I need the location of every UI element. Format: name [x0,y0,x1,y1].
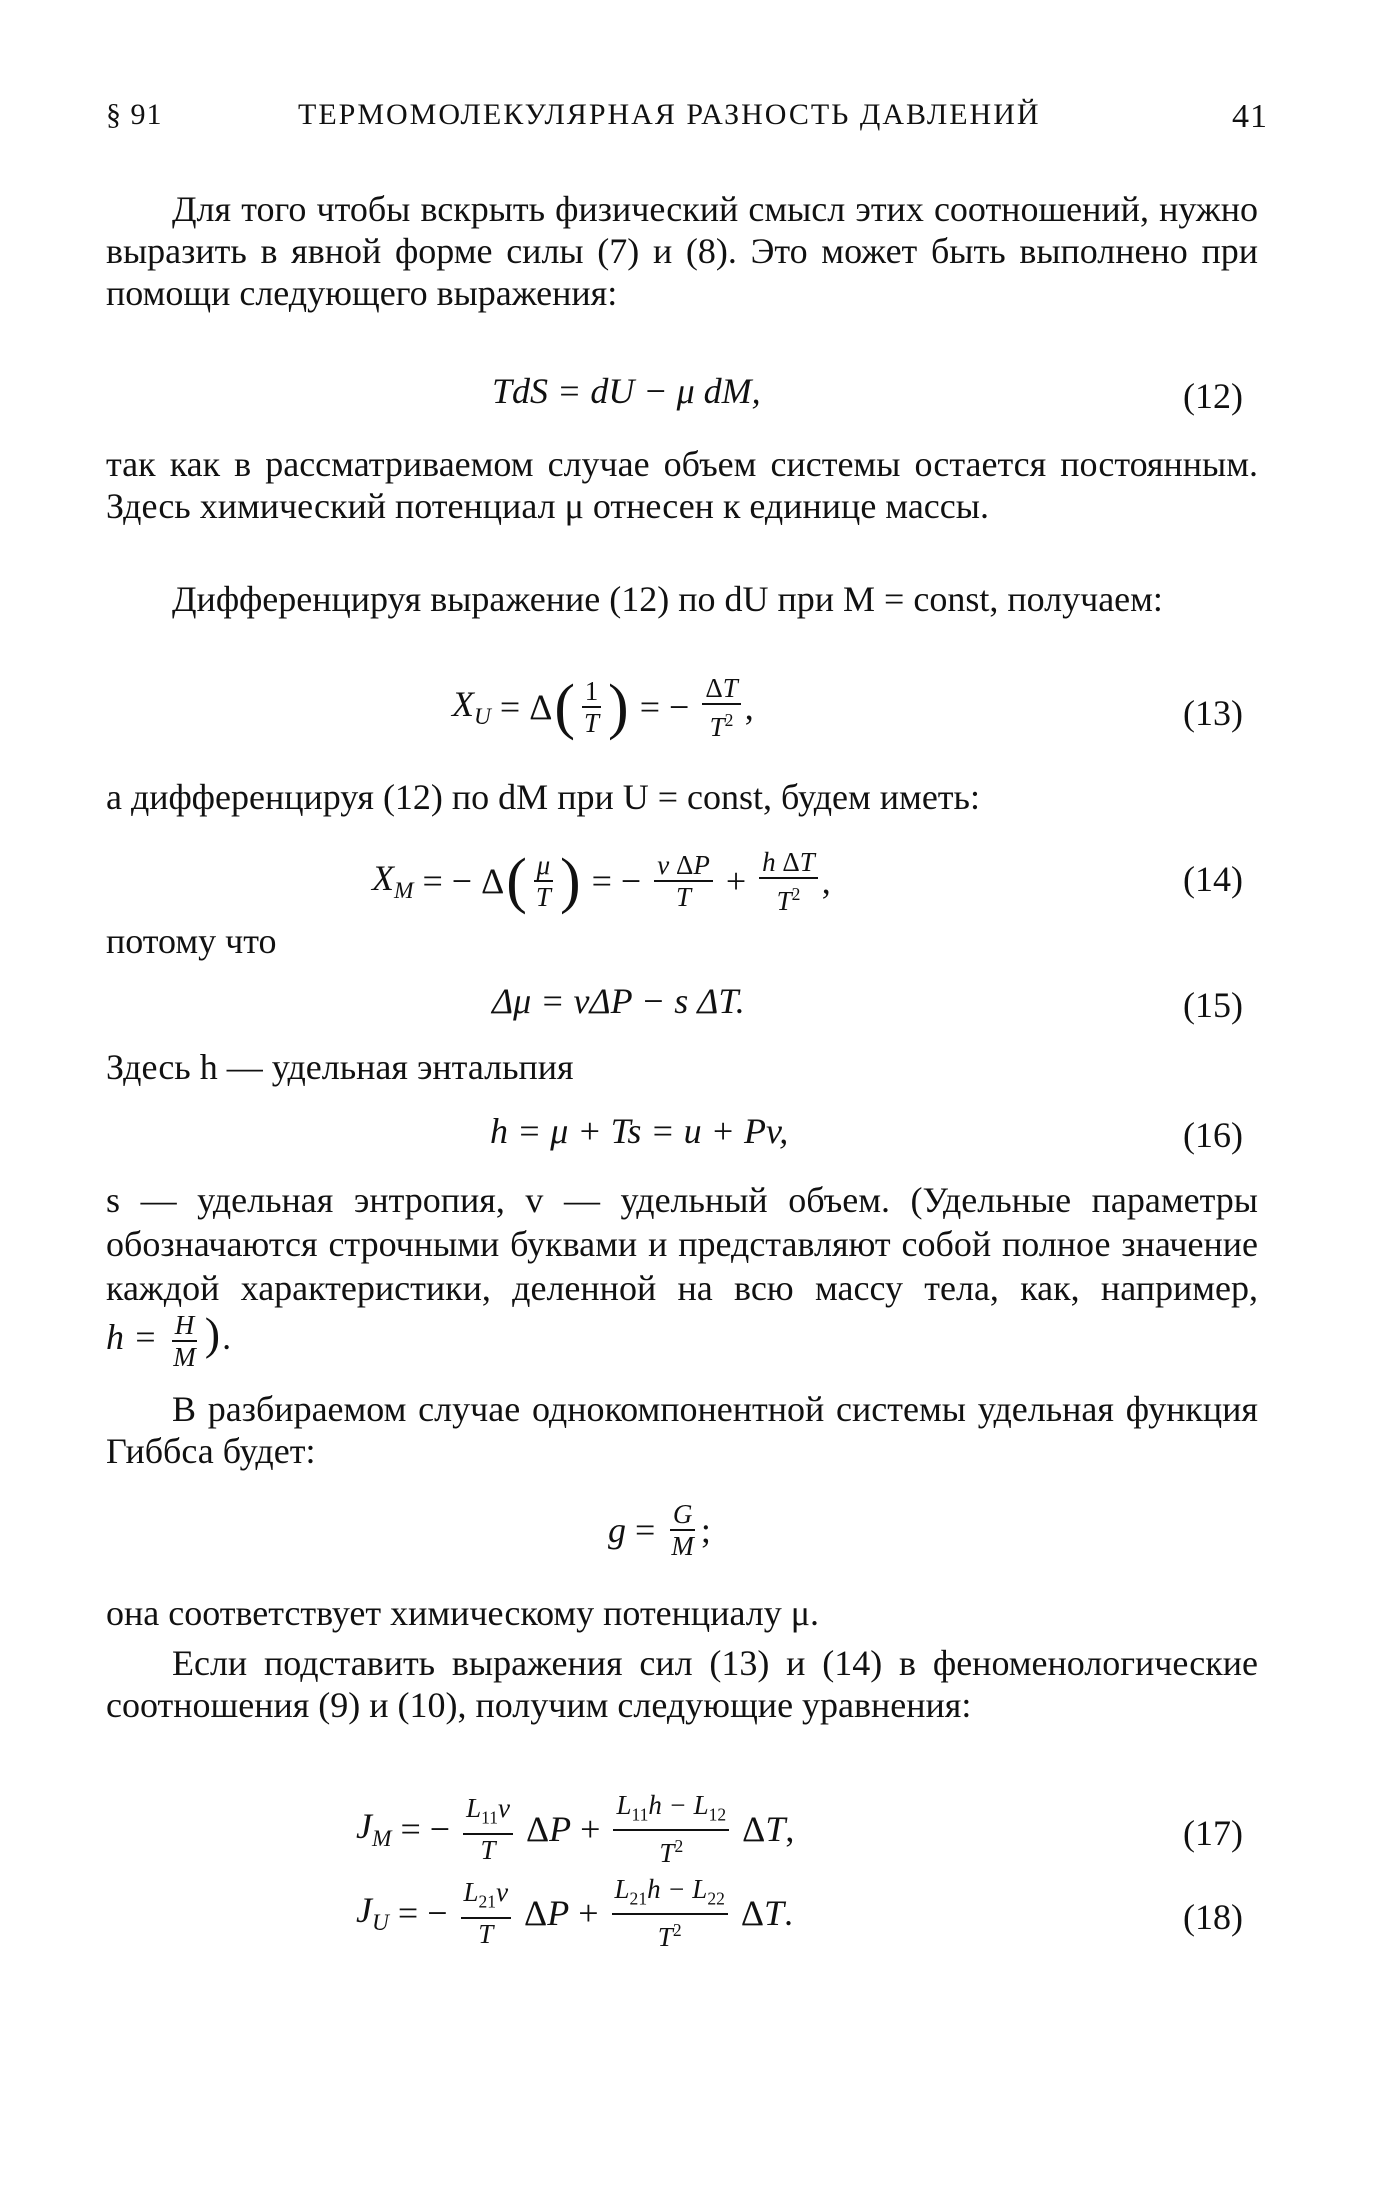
paragraph-10: Если подставить выражения сил (13) и (14) в феноменологические соотношения (9) и (10), получим следующие уравнения: [106,1643,1258,1725]
paragraph-1: Для того чтобы вскрыть физический смысл этих соотношений, нужно выразить в явной форме силы (7) и (8). Это может быть выполнено при помощи следующего выражения: [106,189,1258,313]
paragraph-2: так как в рассматриваемом случае объем системы остается постоянным. Здесь химический потенциал μ отнесен к единице массы. [106,444,1258,526]
paragraph-6: Здесь h — удельная энтальпия [106,1047,574,1087]
paragraph-4: а дифференцируя (12) по dM при U = const, будем иметь: [106,777,980,817]
paragraph-7-text: s — удельная энтропия, v — удельный объем. (Удельные параметры обозначаются строчными буквами и представляют собой полное значение каждой характеристики, деленной на всю массу тела, как, например, [106,1180,1258,1308]
equation-15-number: (15) [1183,985,1243,1025]
paragraph-7 [106,1178,1258,1372]
equation-13: $X_U$ = Δ ( $\frac{1}{T}$ ) = − $\frac{\Delta T}{T^2}$ , [452,672,754,742]
equation-15: Δμ = vΔP − s ΔT. [492,981,745,1021]
page-number: 41 [1232,98,1268,135]
equation-g: g = $\frac{G}{M}$ ; [608,1499,711,1561]
equation-18: $J_U$ = − $\frac{L_{21}v}{T}$ Δ P + $\frac{L_{21}h - L_{22}}{T^2}$ Δ T . [356,1873,794,1953]
paragraph-9: она соответствует химическому потенциалу μ. [106,1593,820,1633]
equation-18-number: (18) [1183,1897,1243,1937]
section-number: § 91 [106,98,163,131]
equation-13-number: (13) [1183,693,1243,733]
paragraph-5: потому что [106,921,277,961]
running-title: ТЕРМОМОЛЕКУЛЯРНАЯ РАЗНОСТЬ ДАВЛЕНИЙ [298,98,1041,131]
equation-17: $J_M$ = − $\frac{L_{11}v}{T}$ Δ P + $\frac{L_{11}h - L_{12}}{T^2}$ Δ T , [356,1789,795,1869]
paragraph-8: В разбираемом случае однокомпонентной системы удельная функция Гиббса будет: [106,1389,1258,1471]
equation-12-number: (12) [1183,376,1243,416]
inline-formula-h: h = $\frac{H}{M}$ ). [106,1308,232,1372]
equation-14-number: (14) [1183,859,1243,899]
equation-16-number: (16) [1183,1115,1243,1155]
equation-17-number: (17) [1183,1813,1243,1853]
paragraph-3: Дифференцируя выражение (12) по dU при M = const, получаем: [172,579,1163,619]
equation-14: $X_M$ = − Δ ( $\frac{\mu}{T}$ ) = − $\frac{\text{v ΔP}}{T}$ + $\frac{\text{h ΔT}}{T^2}$ , [372,846,831,916]
equation-12: TdS = dU − μ dM, [492,371,761,411]
equation-16: h = μ + Ts = u + Pv, [490,1111,789,1151]
